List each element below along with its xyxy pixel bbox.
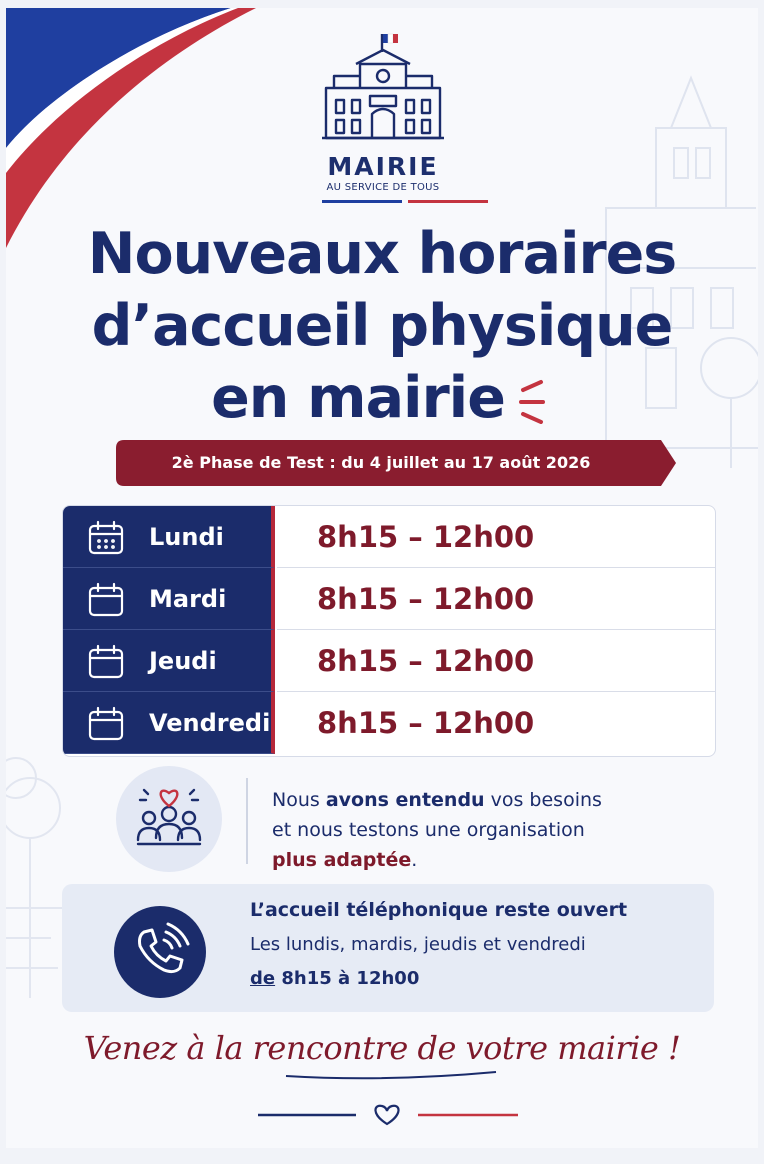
schedule-row xyxy=(63,506,715,568)
day-cell xyxy=(63,506,275,568)
schedule-table xyxy=(62,505,716,757)
needs-text-line2: et nous testons une organisation xyxy=(272,819,585,841)
phone-title: L’accueil téléphonique reste ouvert xyxy=(250,899,628,921)
title-line-3-text: en mairie xyxy=(211,365,505,431)
mairie-logo xyxy=(316,30,450,210)
logo-blue-line xyxy=(322,200,402,203)
logo-tagline: AU SERVICE DE TOUS xyxy=(326,182,440,193)
phone-hours-value: 8h15 à 12h00 xyxy=(275,968,420,989)
slogan-underline xyxy=(276,1068,506,1082)
day-label: Vendredi xyxy=(149,709,271,737)
phase-banner-text: 2è Phase de Test : du 4 juillet au 17 août 2026 xyxy=(171,453,591,472)
title-line-1: Nouveaux horaires xyxy=(87,221,677,287)
needs-text-part3: vos besoins xyxy=(484,789,602,811)
day-label: Jeudi xyxy=(149,647,217,675)
footer-decoration xyxy=(246,1100,526,1130)
people-heart-icon xyxy=(116,766,222,872)
calendar-icon xyxy=(87,520,125,556)
phone-hours-prefix: de xyxy=(250,968,276,989)
calendar-icon xyxy=(87,706,125,742)
schedule-row xyxy=(63,630,715,692)
town-hall-icon xyxy=(316,30,450,155)
phone-days: Les lundis, mardis, jeudis et vendredi xyxy=(250,934,586,955)
needs-text-highlight: plus adaptée xyxy=(272,849,412,871)
needs-text-end: . xyxy=(411,849,418,871)
needs-text xyxy=(272,785,692,875)
poster xyxy=(6,8,758,1148)
logo-name: MAIRIE xyxy=(327,152,439,181)
calendar-icon xyxy=(87,644,125,680)
needs-separator xyxy=(246,778,248,864)
calendar-icon xyxy=(87,582,125,618)
day-cell xyxy=(63,692,275,754)
day-cell xyxy=(63,630,275,692)
slogan: Venez à la rencontre de votre mairie ! xyxy=(83,1029,681,1067)
opening-hours: 8h15 – 12h00 xyxy=(317,706,535,740)
phone-hours xyxy=(250,966,419,992)
day-cell xyxy=(63,568,275,630)
title-line-2: d’accueil physique xyxy=(91,293,673,359)
opening-hours: 8h15 – 12h00 xyxy=(317,644,535,678)
phone-icon xyxy=(114,906,206,998)
page-title xyxy=(26,218,738,434)
logo-red-line xyxy=(408,200,488,203)
title-line-3 xyxy=(26,362,738,434)
schedule-row xyxy=(63,568,715,630)
needs-icon-circle xyxy=(116,766,222,872)
opening-hours: 8h15 – 12h00 xyxy=(317,520,535,554)
day-label: Mardi xyxy=(149,585,227,613)
heart-icon xyxy=(375,1106,398,1124)
opening-hours: 8h15 – 12h00 xyxy=(317,582,535,616)
needs-text-part2: avons entendu xyxy=(325,789,485,811)
schedule-row xyxy=(63,692,715,754)
needs-text-part1: Nous xyxy=(272,789,326,811)
day-label: Lundi xyxy=(149,523,224,551)
accent-strokes-icon xyxy=(513,378,553,424)
phone-icon-circle xyxy=(114,906,206,998)
